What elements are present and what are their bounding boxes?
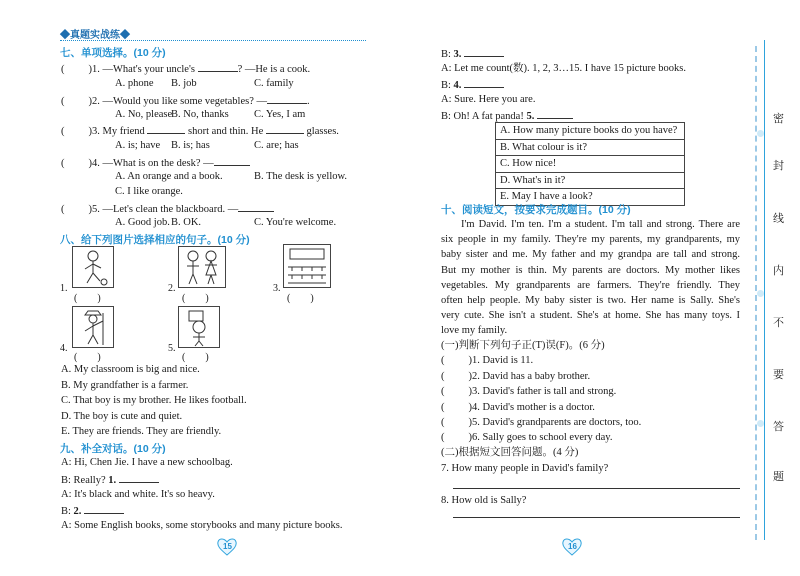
q5-option-c: C. You're welcome. <box>254 217 337 228</box>
tf-1 <box>441 354 533 368</box>
option-e: E. May I have a look? <box>496 189 685 206</box>
blank-3-number: 3. <box>453 49 462 60</box>
classroom-icon <box>284 245 330 287</box>
friends-icon <box>179 247 225 287</box>
q4-stem: —What is on the desk? — <box>102 158 214 169</box>
section-9-title: 九、补全对话。(10 分) <box>60 443 166 455</box>
sentence-a: A. My classroom is big and nice. <box>61 364 200 375</box>
q2-option-b: B. No, thanks <box>171 109 229 120</box>
seal-char: 不 <box>773 316 784 329</box>
picture-classroom <box>283 244 331 288</box>
q2-option-a: A. No, please <box>115 109 173 120</box>
tf-6 <box>441 431 612 445</box>
q2-stem: —Would you like some vegetables? — <box>102 96 267 107</box>
q4-line <box>61 155 250 171</box>
dialog-options-table <box>495 122 685 206</box>
q1-option-b: B. job <box>171 78 197 89</box>
part-1-title: (一)判断下列句子正(T)误(F)。(6 分) <box>441 340 605 351</box>
dialog-line-2 <box>61 472 159 488</box>
header-banner: ◆真题实战练◆ <box>60 30 130 41</box>
dialog-speaker-b: B: Oh! A fat panda! <box>441 111 527 122</box>
seal-char: 密 <box>773 112 784 125</box>
option-d: D. What's in it? <box>496 172 685 189</box>
dialog-line-5: A: Some English books, some storybooks and many picture books. <box>61 520 343 531</box>
pic1-number: 1. <box>60 283 68 294</box>
tf-4 <box>441 401 595 415</box>
answer-line-8 <box>453 517 740 518</box>
open-paren: ( <box>61 126 65 137</box>
blank-2 <box>84 503 124 514</box>
blank-5 <box>537 108 573 119</box>
passage-line: baby sister and me. My father and my grandpa are tall and strong. <box>441 249 740 261</box>
q1-option-c: C. family <box>254 78 294 89</box>
tf-3 <box>441 385 616 399</box>
binding-dot-bottom <box>757 420 764 427</box>
pic4-number: 4. <box>60 343 68 354</box>
q2-number: )2. <box>88 96 100 107</box>
blank-5-number: 5. <box>526 111 535 122</box>
question-8: 8. How old is Sally? <box>441 495 527 506</box>
q1-line <box>61 61 310 77</box>
q5-option-b: B. OK. <box>171 217 202 228</box>
tf-4-text: )4. David's mother is a doctor. <box>468 402 595 413</box>
pic5-number: 5. <box>168 343 176 354</box>
tf-6-text: )6. Sally goes to school every day. <box>468 432 613 443</box>
open-paren: ( <box>61 96 65 107</box>
q2-blank <box>267 93 307 104</box>
seal-char: 线 <box>773 212 784 225</box>
q5-line <box>61 201 274 217</box>
open-paren: ( <box>61 204 65 215</box>
boy-icon <box>179 307 219 347</box>
pic3-paren: ( ) <box>287 293 314 304</box>
dialog-speaker-b: B: <box>61 506 74 517</box>
q3-stem: My friend <box>102 126 145 137</box>
open-paren: ( <box>441 432 445 443</box>
q2-option-c: C. Yes, I am <box>254 109 306 120</box>
picture-quiet-boy <box>178 306 220 348</box>
sentence-c: C. That boy is my brother. He likes football. <box>61 395 247 406</box>
answer-line-7 <box>453 488 740 489</box>
seal-char: 封 <box>773 159 784 172</box>
seal-char: 答 <box>773 420 784 433</box>
open-paren: ( <box>441 417 445 428</box>
passage-line: But my mother is thin. My parents are doctors. My mother likes <box>441 264 740 276</box>
q3-option-a: A. is; have <box>115 140 161 151</box>
passage-line: very cute. She isn't a student. She's at home. She has many toys. I <box>441 310 740 322</box>
open-paren: ( <box>61 64 65 75</box>
pic1-paren: ( ) <box>74 293 101 304</box>
section-10-title: 十、阅读短文，按要求完成题目。(10 分) <box>441 204 631 216</box>
q5-number: )5. <box>88 204 100 215</box>
q3-blank-1 <box>147 123 185 134</box>
tf-2-text: )2. David has a baby brother. <box>468 371 591 382</box>
q2-line <box>61 93 310 109</box>
q3-option-b: B. is; has <box>171 140 210 151</box>
page-number-right: 16 <box>568 542 577 551</box>
q4-option-b: B. The desk is yellow. <box>254 171 348 182</box>
pic2-number: 2. <box>168 283 176 294</box>
picture-boy-football <box>72 246 114 288</box>
blank-4 <box>464 77 504 88</box>
seal-char: 内 <box>773 264 784 277</box>
q4-number: )4. <box>88 158 100 169</box>
pic2-paren: ( ) <box>182 293 209 304</box>
passage-line: I'm David. I'm ten. I'm a student. I'm tall and strong. There are <box>461 219 740 230</box>
dialog-line-7: A: Let me count(数). 1, 2, 3…15. I have 15 picture books. <box>441 63 686 74</box>
seal-char: 要 <box>773 368 784 381</box>
q1-stem-end: ? —He is a cook. <box>237 64 311 75</box>
passage-line: often help people. My baby sister is two. Her name is Sally. She's <box>441 295 740 307</box>
q4-blank <box>214 155 250 166</box>
tf-5-text: )5. David's grandparents are doctors, too. <box>468 417 642 428</box>
q4-option-c: C. I like orange. <box>115 186 183 197</box>
dialog-line-6 <box>441 46 504 62</box>
q5-blank <box>238 201 274 212</box>
pic4-paren: ( ) <box>74 352 101 363</box>
section-7-title: 七、单项选择。(10 分) <box>60 47 166 59</box>
passage-line: love my family. <box>441 325 508 337</box>
q3-line <box>61 123 339 139</box>
pic5-paren: ( ) <box>182 352 209 363</box>
open-paren: ( <box>441 386 445 397</box>
q3-option-c: C. are; has <box>254 140 299 151</box>
blank-1 <box>119 472 159 483</box>
reading-passage <box>441 217 740 339</box>
blank-3 <box>464 46 504 57</box>
q2-stem-end: . <box>307 96 310 107</box>
q4-option-a: A. An orange and a book. <box>115 171 223 182</box>
tf-2 <box>441 370 590 384</box>
dialog-line-3: A: It's black and white. It's so heavy. <box>61 489 215 500</box>
page-number-left: 15 <box>223 542 232 551</box>
pic3-number: 3. <box>273 283 281 294</box>
farmer-icon <box>73 307 113 347</box>
open-paren: ( <box>441 371 445 382</box>
dialog-speaker-b: B: <box>441 49 454 60</box>
option-c: C. How nice! <box>496 156 685 173</box>
q3-stem-mid: short and thin. He <box>188 126 264 137</box>
dialog-line-9: A: Sure. Here you are. <box>441 94 536 105</box>
tf-5 <box>441 416 641 430</box>
option-b: B. What colour is it? <box>496 139 685 156</box>
dialog-line-4 <box>61 503 124 519</box>
option-a: A. How many picture books do you have? <box>496 123 685 140</box>
tf-3-text: )3. David's father is tall and strong. <box>468 386 617 397</box>
q5-option-a: A. Good job. <box>115 217 170 228</box>
q3-number: )3. <box>88 126 100 137</box>
q1-blank <box>198 61 238 72</box>
q3-blank-2 <box>266 123 304 134</box>
dialog-line-8 <box>441 77 504 93</box>
tf-1-text: )1. David is 11. <box>468 355 534 366</box>
header-rule <box>60 40 366 41</box>
q3-stem-end: glasses. <box>306 126 339 137</box>
q1-number: )1. <box>88 64 100 75</box>
sentence-e: E. They are friends. They are friendly. <box>61 426 222 437</box>
binding-dot-top <box>757 130 764 137</box>
dialog-line-1: A: Hi, Chen Jie. I have a new schoolbag. <box>61 457 233 468</box>
picture-two-friends <box>178 246 226 288</box>
picture-farmer <box>72 306 114 348</box>
sentence-d: D. The boy is cute and quiet. <box>61 411 183 422</box>
q5-stem: —Let's clean the blackboard. — <box>102 204 239 215</box>
dialog-speaker-b: B: Really? <box>61 475 109 486</box>
open-paren: ( <box>441 355 445 366</box>
blank-4-number: 4. <box>453 80 462 91</box>
binding-dot-mid <box>757 290 764 297</box>
boy-football-icon <box>73 247 113 287</box>
binding-line-solid <box>764 40 765 540</box>
passage-line: six people in my family. They're my parents, my grandparents, my <box>441 234 740 246</box>
open-paren: ( <box>441 402 445 413</box>
sentence-b: B. My grandfather is a farmer. <box>61 380 189 391</box>
blank-1-number: 1. <box>108 475 117 486</box>
section-8-title: 八、给下列图片选择相应的句子。(10 分) <box>60 234 250 246</box>
blank-2-number: 2. <box>73 506 82 517</box>
dialog-speaker-b: B: <box>441 80 454 91</box>
seal-char: 题 <box>773 470 784 483</box>
q1-stem: —What's your uncle's <box>102 64 195 75</box>
part-2-title: (二)根据短文回答问题。(4 分) <box>441 447 579 458</box>
question-7: 7. How many people in David's family? <box>441 463 609 474</box>
q1-option-a: A. phone <box>115 78 154 89</box>
passage-line: vegetables. My grandparents are farmers. They're friendly. They <box>441 279 740 291</box>
open-paren: ( <box>61 158 65 169</box>
